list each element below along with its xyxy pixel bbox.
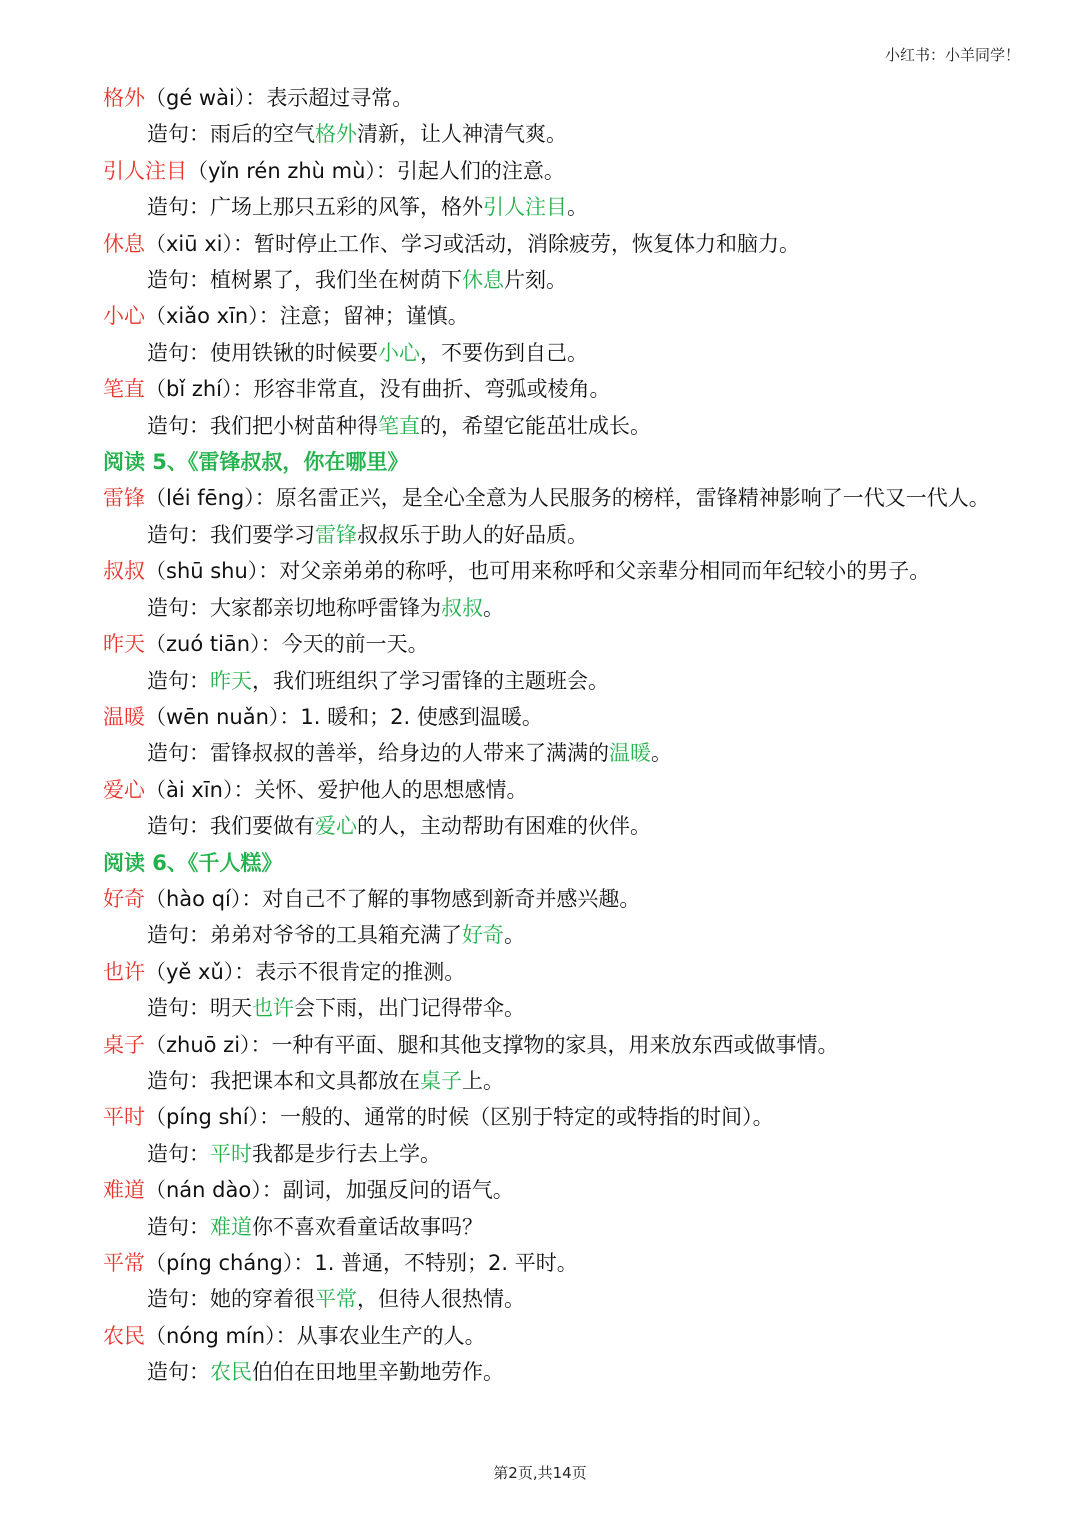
example-text-after: ，但待人很热情。: [357, 1287, 525, 1312]
vocab-word: 引人注目: [103, 158, 187, 183]
section-title: 阅读 6、《千人糕》: [103, 850, 283, 875]
vocab-definition: 1. 普通，不特别；2. 平时。: [314, 1251, 578, 1275]
example-label: 造句：: [147, 340, 210, 365]
example-highlight: 温暖: [609, 741, 651, 766]
example-label: 造句：: [147, 595, 210, 620]
example-highlight: 昨天: [210, 668, 252, 693]
example-text-before: 植树累了，我们坐在树荫下: [210, 268, 462, 293]
example-text-before: 明天: [210, 996, 252, 1021]
example-highlight: 休息: [462, 268, 504, 293]
example-text-before: 广场上那只五彩的风筝，格外: [210, 195, 483, 220]
example-text-after: 叔叔乐于助人的好品质。: [357, 522, 588, 547]
definition-line: [103, 881, 1003, 917]
example-text-after: 的，希望它能茁壮成长。: [420, 413, 651, 438]
definition-line: [103, 1027, 1003, 1063]
example-highlight: 平时: [210, 1141, 252, 1166]
definition-line: [103, 699, 1003, 735]
example-text-before: 雷锋叔叔的善举，给身边的人带来了满满的: [210, 741, 609, 766]
vocab-entry: [103, 1099, 1003, 1172]
vocab-definition: 注意；留神；谨慎。: [279, 304, 469, 329]
vocab-entry: [103, 298, 1003, 371]
example-text-before: 她的穿着很: [210, 1287, 315, 1312]
example-text-before: 大家都亲切地称呼雷锋为: [210, 595, 441, 620]
example-highlight: 平常: [315, 1287, 357, 1312]
vocab-definition: 对父亲弟弟的称呼，也可用来称呼和父亲辈分相同而年纪较小的男子。: [279, 559, 931, 584]
vocab-definition: 副词，加强反问的语气。: [282, 1178, 514, 1203]
vocab-entry: [103, 480, 1003, 553]
example-highlight: 桌子: [420, 1068, 462, 1093]
header-note: 小红书：小羊同学！: [884, 46, 1020, 64]
vocab-pinyin: （xiū xi）：: [145, 231, 255, 256]
vocab-word: 小心: [103, 304, 145, 329]
vocab-definition: 暂时停止工作、学习或活动，消除疲劳，恢复体力和脑力。: [254, 231, 801, 256]
vocab-pinyin: （nóng mín）：: [145, 1323, 297, 1348]
vocab-entry: [103, 553, 1003, 626]
vocab-entry: [103, 954, 1003, 1027]
vocab-definition: 一般的、通常的时候（区别于特定的或特指的时间）。: [280, 1105, 774, 1130]
example-text-before: 雨后的空气: [210, 122, 315, 147]
example-highlight: 笔直: [378, 413, 420, 438]
vocab-definition: 从事农业生产的人。: [296, 1323, 486, 1348]
definition-line: [103, 1318, 1003, 1354]
definition-line: [103, 153, 1003, 189]
example-label: 造句：: [147, 814, 210, 839]
definition-line: [103, 772, 1003, 808]
example-line: [103, 116, 1003, 152]
vocab-word: 雷锋: [103, 486, 145, 511]
vocab-definition: 今天的前一天。: [281, 632, 429, 657]
vocab-word: 笔直: [103, 377, 145, 402]
example-text-after: 伯伯在田地里辛勤地劳作。: [252, 1360, 504, 1385]
vocab-entry: [103, 153, 1003, 226]
example-label: 造句：: [147, 741, 210, 766]
vocab-pinyin: （zhuō zi）：: [145, 1032, 272, 1057]
vocab-word: 叔叔: [103, 559, 145, 584]
vocab-pinyin: （hào qí）：: [145, 886, 263, 911]
vocab-pinyin: （ài xīn）：: [145, 777, 255, 802]
example-text-after: 你不喜欢看童话故事吗？: [252, 1214, 483, 1239]
vocab-definition: 原名雷正兴，是全心全意为人民服务的榜样，雷锋精神影响了一代又一代人。: [275, 486, 990, 511]
definition-line: [103, 80, 1003, 116]
definition-line: [103, 226, 1003, 262]
example-label: 造句：: [147, 923, 210, 948]
vocab-entry: [103, 1318, 1003, 1391]
example-label: 造句：: [147, 122, 210, 147]
example-text-after: 清新，让人神清气爽。: [357, 122, 567, 147]
example-line: [103, 808, 1003, 844]
vocab-definition: 表示不很肯定的推测。: [255, 959, 466, 984]
example-label: 造句：: [147, 1068, 210, 1093]
vocab-word: 平时: [103, 1105, 145, 1130]
vocab-word: 爱心: [103, 777, 145, 802]
example-text-before: 弟弟对爷爷的工具箱充满了: [210, 923, 462, 948]
example-text-after: 。: [504, 923, 525, 948]
example-text-after: 我都是步行去上学。: [252, 1141, 441, 1166]
example-text-before: 我们把小树苗种得: [210, 413, 378, 438]
vocab-pinyin: （zuó tiān）：: [145, 632, 282, 657]
vocab-word: 温暖: [103, 704, 145, 729]
vocab-definition: 表示超过寻常。: [266, 86, 414, 110]
example-line: [103, 735, 1003, 771]
example-text-after: ，我们班组织了学习雷锋的主题班会。: [252, 668, 609, 693]
vocab-definition: 对自己不了解的事物感到新奇并感兴趣。: [262, 886, 641, 911]
vocab-pinyin: （yě xǔ）：: [145, 959, 256, 984]
vocab-entry: [103, 626, 1003, 699]
example-text-after: 片刻。: [504, 268, 567, 293]
example-line: [103, 663, 1003, 699]
example-highlight: 农民: [210, 1360, 252, 1385]
definition-line: [103, 1099, 1003, 1135]
section-title: 阅读 5、《雷锋叔叔，你在哪里》: [103, 450, 409, 475]
vocab-word: 平常: [103, 1251, 145, 1275]
example-text-before: 使用铁锹的时候要: [210, 340, 378, 365]
example-highlight: 好奇: [462, 923, 504, 948]
example-line: [103, 590, 1003, 626]
vocab-entry: [103, 1245, 1003, 1318]
vocab-word: 农民: [103, 1323, 145, 1348]
example-label: 造句：: [147, 195, 210, 220]
vocab-pinyin: （léi fēng）：: [145, 486, 276, 511]
vocab-entry: [103, 881, 1003, 954]
example-label: 造句：: [147, 668, 210, 693]
example-highlight: 格外: [315, 122, 357, 147]
example-highlight: 小心: [378, 340, 420, 365]
example-text-after: 的人，主动帮助有困难的伙伴。: [357, 814, 651, 839]
example-text-after: 会下雨，出门记得带伞。: [294, 996, 525, 1021]
example-text-after: 。: [567, 195, 588, 220]
example-label: 造句：: [147, 1360, 210, 1385]
vocab-word: 也许: [103, 959, 145, 984]
example-text-after: 上。: [462, 1068, 504, 1093]
example-line: [103, 517, 1003, 553]
example-line: [103, 1209, 1003, 1245]
example-line: [103, 1281, 1003, 1317]
vocab-word: 昨天: [103, 632, 145, 657]
example-line: [103, 1136, 1003, 1172]
example-highlight: 爱心: [315, 814, 357, 839]
example-highlight: 引人注目: [483, 195, 567, 220]
example-line: [103, 262, 1003, 298]
definition-line: [103, 371, 1003, 407]
vocab-word: 难道: [103, 1178, 145, 1203]
example-label: 造句：: [147, 522, 210, 547]
vocab-pinyin: （yǐn rén zhù mù）：: [187, 158, 397, 183]
example-line: [103, 335, 1003, 371]
example-label: 造句：: [147, 413, 210, 438]
example-text-before: 我们要做有: [210, 814, 315, 839]
vocabulary-list: [103, 80, 1003, 1391]
example-highlight: 叔叔: [441, 595, 483, 620]
definition-line: [103, 1172, 1003, 1208]
vocab-entry: [103, 699, 1003, 772]
example-label: 造句：: [147, 1287, 210, 1312]
example-line: [103, 189, 1003, 225]
vocab-pinyin: （xiǎo xīn）：: [145, 304, 280, 329]
example-highlight: 难道: [210, 1214, 252, 1239]
vocab-definition: 1. 暖和；2. 使感到温暖。: [300, 704, 543, 729]
vocab-definition: 关怀、爱护他人的思想感情。: [254, 777, 528, 802]
example-text-after: 。: [483, 595, 504, 620]
vocab-definition: 一种有平面、腿和其他支撑物的家具，用来放东西或做事情。: [271, 1032, 839, 1057]
vocab-definition: 形容非常直，没有曲折、弯弧或棱角。: [253, 377, 611, 402]
vocab-word: 休息: [103, 231, 145, 256]
vocab-definition: 引起人们的注意。: [396, 158, 565, 183]
example-highlight: 也许: [252, 996, 294, 1021]
example-highlight: 雷锋: [315, 522, 357, 547]
vocab-entry: [103, 371, 1003, 444]
example-text-before: 我们要学习: [210, 522, 315, 547]
vocab-pinyin: （gé wài）：: [145, 86, 267, 110]
page-number: 第2页,共14页: [493, 1464, 587, 1482]
vocab-entry: [103, 226, 1003, 299]
definition-line: [103, 553, 1003, 589]
vocab-entry: [103, 80, 1003, 153]
vocab-entry: [103, 1027, 1003, 1100]
definition-line: [103, 1245, 1003, 1281]
vocab-word: 桌子: [103, 1032, 145, 1057]
example-line: [103, 408, 1003, 444]
example-text-after: 。: [651, 741, 672, 766]
vocab-entry: [103, 772, 1003, 845]
example-label: 造句：: [147, 268, 210, 293]
vocab-pinyin: （shū shu）：: [145, 559, 280, 584]
definition-line: [103, 480, 1003, 516]
vocab-entry: [103, 1172, 1003, 1245]
vocab-pinyin: （bǐ zhí）：: [145, 377, 254, 402]
vocab-pinyin: （nán dào）：: [145, 1178, 283, 1203]
example-label: 造句：: [147, 1214, 210, 1239]
vocab-word: 好奇: [103, 886, 145, 911]
vocab-pinyin: （píng cháng）：: [145, 1251, 315, 1275]
example-text-after: ，不要伤到自己。: [420, 340, 588, 365]
definition-line: [103, 298, 1003, 334]
example-label: 造句：: [147, 996, 210, 1021]
example-line: [103, 917, 1003, 953]
vocab-word: 格外: [103, 86, 145, 110]
vocab-pinyin: （píng shí）：: [145, 1105, 281, 1130]
example-label: 造句：: [147, 1141, 210, 1166]
vocab-pinyin: （wēn nuǎn）：: [145, 704, 301, 729]
definition-line: [103, 626, 1003, 662]
definition-line: [103, 954, 1003, 990]
example-line: [103, 1063, 1003, 1099]
example-line: [103, 990, 1003, 1026]
example-line: [103, 1354, 1003, 1390]
example-text-before: 我把课本和文具都放在: [210, 1068, 420, 1093]
